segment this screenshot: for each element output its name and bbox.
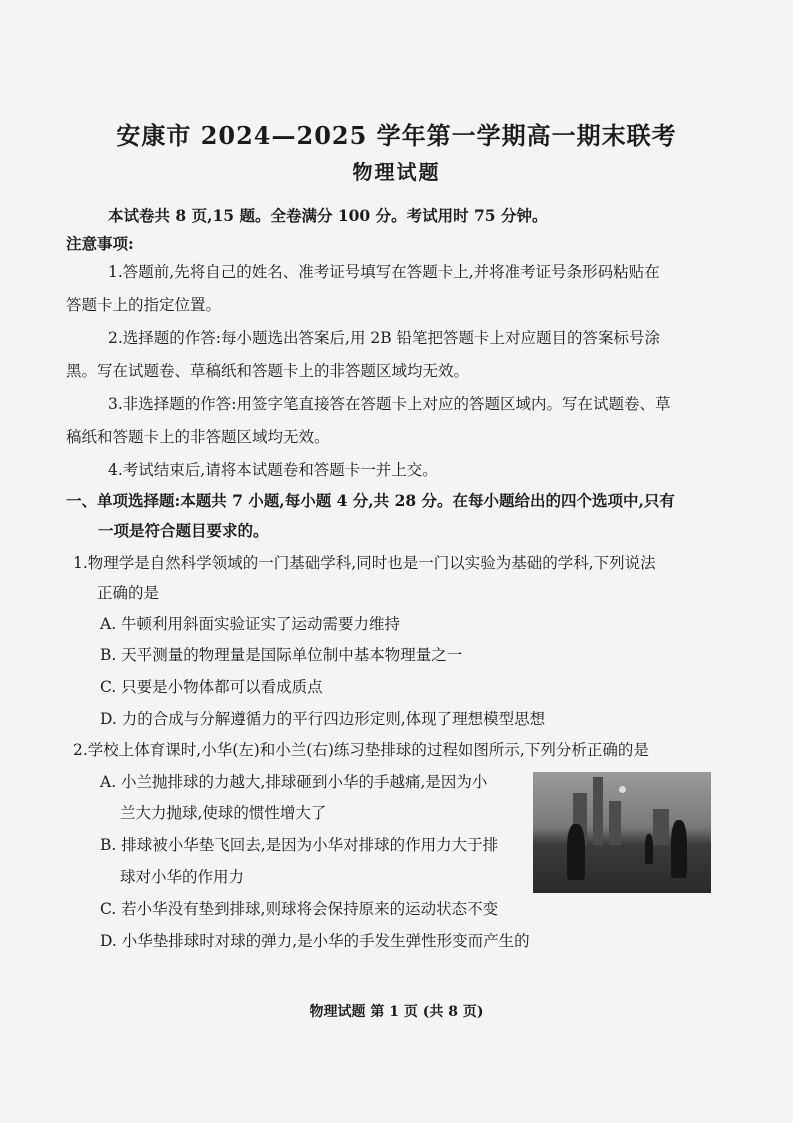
q2-option-d: D. 小华垫排球时对球的弹力,是小华的手发生弹性形变而产生的 bbox=[100, 932, 530, 950]
q2-option-c: C. 若小华没有垫到排球,则球将会保持原来的运动状态不变 bbox=[100, 900, 499, 918]
q2-option-b-cont: 球对小华的作用力 bbox=[120, 868, 245, 886]
notice-heading: 注意事项: bbox=[66, 234, 134, 253]
notice-line: 黑。写在试题卷、草稿纸和答题卡上的非答题区域均无效。 bbox=[66, 362, 470, 380]
q2-option-b: B. 排球被小华垫飞回去,是因为小华对排球的作用力大于排 bbox=[100, 836, 499, 854]
exam-subtitle: 物理试题 bbox=[352, 160, 441, 184]
question-1-stem-cont: 正确的是 bbox=[97, 584, 160, 602]
question-1-stem: 1.物理学是自然科学领域的一门基础学科,同时也是一门以实验为基础的学科,下列说法 bbox=[73, 554, 656, 572]
notice-line: 4.考试结束后,请将本试题卷和答题卡一并上交。 bbox=[108, 461, 438, 479]
notice-line: 稿纸和答题卡上的非答题区域均无效。 bbox=[66, 428, 330, 446]
section-heading: 一、单项选择题:本题共 7 小题,每小题 4 分,共 28 分。在每小题给出的四个选项中,只有 bbox=[66, 491, 675, 510]
intro-line: 本试卷共 8 页,15 题。全卷满分 100 分。考试用时 75 分钟。 bbox=[108, 206, 548, 225]
q2-option-a-cont: 兰大力抛球,使球的惯性增大了 bbox=[120, 804, 327, 822]
q1-option-c: C. 只要是小物体都可以看成质点 bbox=[100, 678, 323, 696]
notice-line: 3.非选择题的作答:用签字笔直接答在答题卡上对应的答题区域内。写在试题卷、草 bbox=[108, 395, 671, 413]
volleyball-icon bbox=[619, 786, 626, 793]
exam-title: 安康市 2024—2025 学年第一学期高一期末联考 bbox=[116, 121, 677, 150]
right-player-figure bbox=[671, 820, 687, 878]
q1-option-a: A. 牛顿利用斜面实验证实了运动需要力维持 bbox=[100, 615, 401, 633]
left-player-figure bbox=[567, 824, 585, 880]
notice-line: 1.答题前,先将自己的姓名、准考证号填写在答题卡上,并将准考证号条形码粘贴在 bbox=[108, 263, 660, 281]
q1-option-d: D. 力的合成与分解遵循力的平行四边形定则,体现了理想模型思想 bbox=[100, 710, 546, 728]
q2-option-a: A. 小兰抛排球的力越大,排球砸到小华的手越痛,是因为小 bbox=[100, 773, 488, 791]
volleyball-practice-photo bbox=[533, 772, 711, 893]
q1-option-b: B. 天平测量的物理量是国际单位制中基本物理量之一 bbox=[100, 646, 463, 664]
notice-line: 2.选择题的作答:每小题选出答案后,用 2B 铅笔把答题卡上对应题目的答案标号涂 bbox=[108, 329, 661, 347]
question-2-stem: 2.学校上体育课时,小华(左)和小兰(右)练习垫排球的过程如图所示,下列分析正确的是 bbox=[73, 741, 649, 759]
page-footer: 物理试题 第 1 页 (共 8 页) bbox=[309, 1004, 484, 1020]
notice-line: 答题卡上的指定位置。 bbox=[66, 296, 222, 314]
section-heading-cont: 一项是符合题目要求的。 bbox=[98, 521, 269, 540]
